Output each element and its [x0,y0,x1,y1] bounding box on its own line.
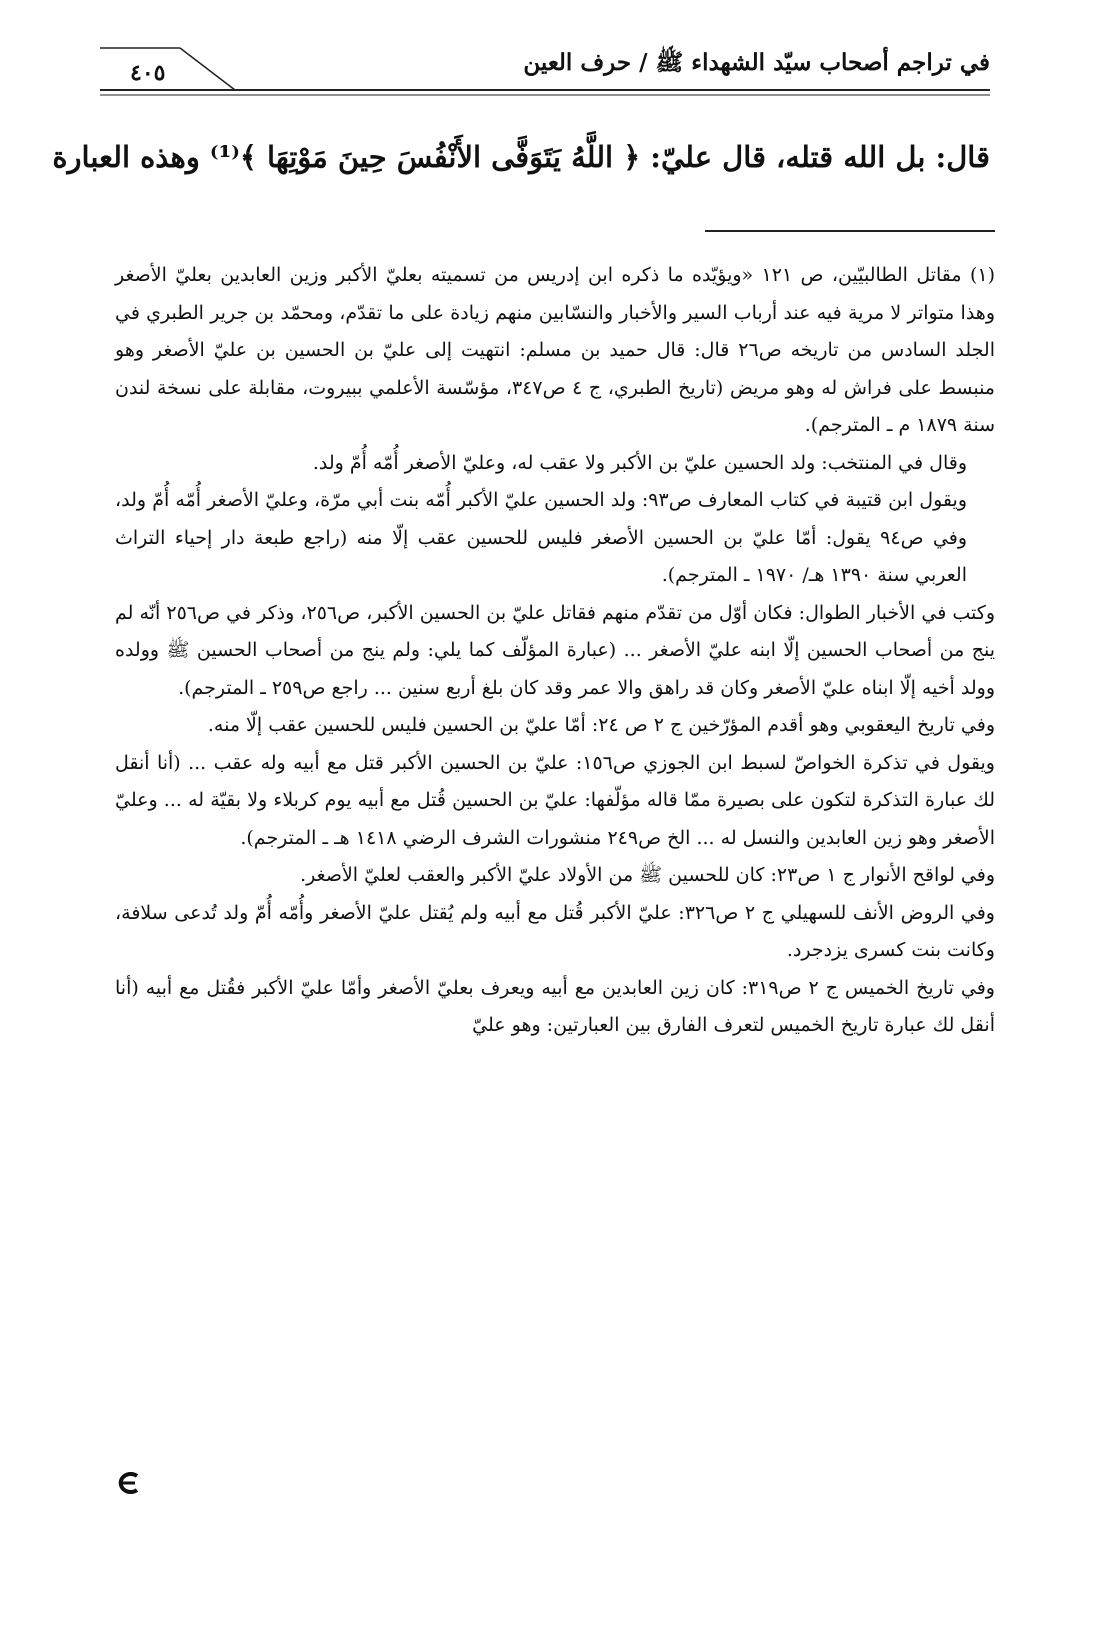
footnote-paragraph: وكتب في الأخبار الطوال: فكان أوّل من تقدّم منهم فقاتل عليّ بن الحسين الأكبر، ص٢٥٦، وذكر في ص٢٥٦ أنّه لم ينج من أصحاب الحسين إلّا ابنه عليّ الأصغر ... (عبارة المؤلّف كما يلي: ولم ينج من أصحاب الحسين ﷺ وولده وولد أخيه إلّا ابناه عليّ الأصغر وكان قد راهق والا عمر وقد كان بلغ أربع سنين ... راجع ص٢٥٩ ـ المترجم). [115,601,995,699]
footnote-paragraph: وفي تاريخ الخميس ج ٢ ص٣١٩: كان زين العابدين مع أبيه ويعرف بعليّ الأصغر وأمّا عليّ الأكبر فقُتل مع أبيه (أنا أنقل لك عبارة تاريخ الخميس لتعرف الفارق بين العبارتين: وهو عليّ [115,976,995,1036]
page-header [100,40,990,100]
footnote-paragraph: ويقول ابن قتيبة في كتاب المعارف ص٩٣: ولد الحسين عليّ الأكبر أُمّه بنت أبي مرّة، وعليّ الأصغر أُمّه أُمّ ولد، وفي ص٩٤ يقول: أمّا عليّ بن الحسين الأصغر فليس للحسين عقب إلّا منه (راجع طبعة دار إحياء التراث العربي سنة ١٣٩٠ هـ/ ١٩٧٠ ـ المترجم). [115,489,967,586]
main-text-line: قال: بل الله قتله، قال عليّ: ﴿ اللَّهُ يَتَوَفَّى الأَنْفُسَ حِينَ مَوْتِهَا ﴾⁽¹⁾ وهذه العبارة [52,140,990,174]
footnote-paragraph: وقال في المنتخب: ولد الحسين عليّ بن الأكبر ولا عقب له، وعليّ الأصغر أُمّه أُمّ ولد. [312,451,967,474]
footnote-paragraph: وفي الروض الأنف للسهيلي ج ٢ ص٣٢٦: عليّ الأكبر قُتل مع أبيه ولم يُقتل عليّ الأصغر وأُمّه أُمّ ولد تُدعى سلافة، وكانت بنت كسرى يزدجرد. [115,901,995,961]
running-title: في تراجم أصحاب سيّد الشهداء ﷺ / حرف العين [523,49,990,76]
footnote-divider [705,230,995,232]
footnote-paragraph: ويقول في تذكرة الخواصّ لسبط ابن الجوزي ص١٥٦: عليّ بن الحسين الأكبر قتل مع أبيه وله عقب ... (أنا أنقل لك عبارة التذكرة لتكون على بصيرة ممّا قاله مؤلّفها: عليّ بن الحسين قُتل مع أبيه يوم كربلاء ولا بقيّة له ... وعليّ الأصغر وهو زين العابدين والنسل له ... الخ ص٢٤٩ منشورات الشرف الرضي ١٤١٨ هـ ـ المترجم). [115,751,995,849]
page-number: ٤٠٥ [130,60,166,86]
footnotes [115,257,995,1045]
footnote-paragraph: وفي لواقح الأنوار ج ١ ص٢٣: كان للحسين ﷺ من الأولاد عليّ الأكبر والعقب لعليّ الأصغر. [300,864,995,886]
footnote-paragraph: (١) مقاتل الطالبيّين، ص ١٢١ «ويؤيّده ما ذكره ابن إدريس من تسميته بعليّ الأكبر وزين العابدين بعليّ الأصغر وهذا متواتر لا مرية فيه عند أرباب السير والأخبار والنسّابين منهم زيادة على ما تقدّم، ومحمّد بن جرير الطبري في الجلد السادس من تاريخه ص٢٦ قال: قال حميد بن مسلم: انتهيت إلى عليّ بن الحسين بن عليّ الأصغر وهو منبسط على فراش له وهو مريض (تاريخ الطبري، ج ٤ ص٣٤٧، مؤسّسة الأعلمي ببيروت، مقابلة على نسخة لندن سنة ١٨٧٩ م ـ المترجم). [115,264,996,436]
footnote-paragraph: وفي تاريخ اليعقوبي وهو أقدم المؤرّخين ج ٢ ص ٢٤: أمّا عليّ بن الحسين فليس للحسين عقب إلّا منه. [207,714,995,736]
continuation-arrow-icon [115,1472,141,1494]
